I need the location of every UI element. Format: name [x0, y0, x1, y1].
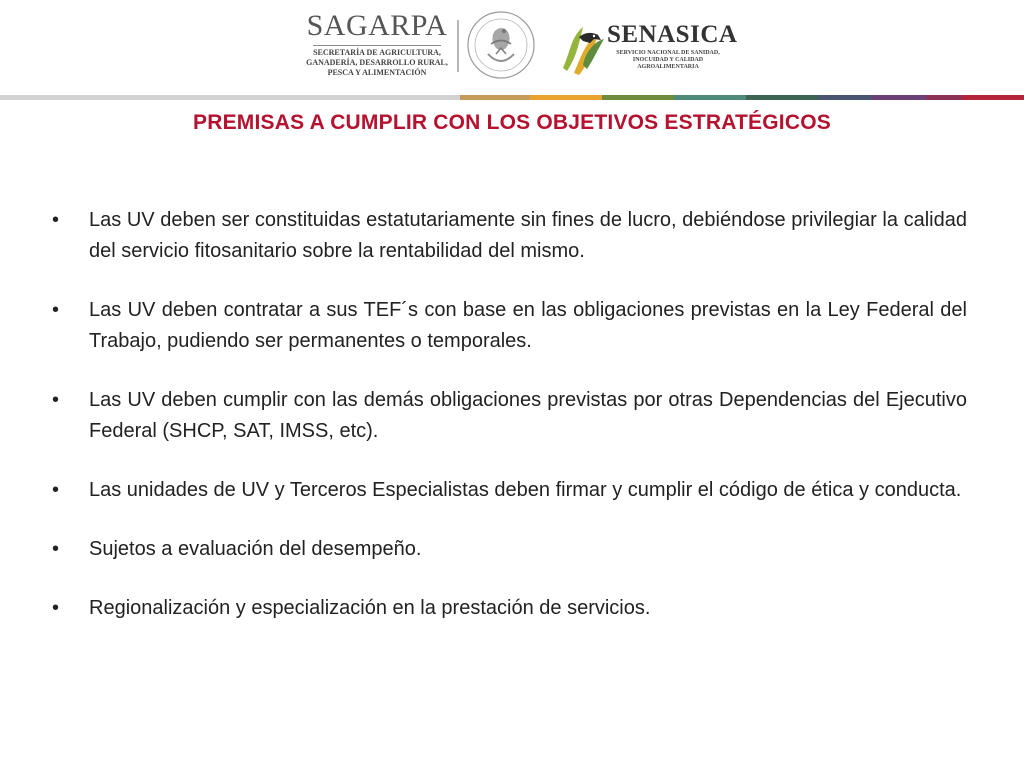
bullet-text: Las UV deben cumplir con las demás obligaciones previstas por otras Dependencias del Ejecutivo Federal (SHCP, SAT, IMSS, etc). [89, 389, 967, 442]
bullet-icon: • [52, 479, 60, 501]
senasica-logo [558, 20, 738, 82]
bullet-item [45, 205, 967, 267]
color-bar-segment-green [602, 95, 674, 100]
color-bar-segment-purple [872, 95, 926, 100]
bullet-item [45, 295, 967, 357]
logo-divider [457, 20, 459, 72]
senasica-name: SENASICA [607, 21, 738, 48]
mexican-coat-of-arms-icon [466, 10, 536, 80]
header-color-bar [0, 95, 1024, 100]
slide-header [0, 0, 1024, 95]
color-bar-segment-plum [926, 95, 962, 100]
senasica-subtitle: SERVICIO NACIONAL DE SANIDAD, INOCUIDAD Y CALIDAD AGROALIMENTARIA [616, 50, 720, 70]
bullet-item [45, 593, 967, 624]
bullet-list [45, 205, 967, 652]
bullet-text: Las UV deben contratar a sus TEF´s con base en las obligaciones previstas en la Ley Federal del Trabajo, pudiendo ser permanentes o temporales. [89, 299, 967, 352]
color-bar-segment-tan [460, 95, 530, 100]
bullet-icon: • [52, 389, 60, 411]
bullet-text: Sujetos a evaluación del desempeño. [89, 538, 422, 560]
bullet-item [45, 475, 967, 506]
sagarpa-name: SAGARPA [306, 9, 448, 42]
color-bar-segment-gray [0, 95, 460, 100]
color-bar-segment-dark-green [746, 95, 818, 100]
bullet-icon: • [52, 538, 60, 560]
sagarpa-logo [303, 10, 451, 86]
bullet-icon: • [52, 209, 60, 231]
bullet-item [45, 534, 967, 565]
bullet-text: Regionalización y especialización en la prestación de servicios. [89, 597, 651, 619]
color-bar-segment-gold [530, 95, 602, 100]
sagarpa-rule [313, 45, 441, 46]
bullet-text: Las UV deben ser constituidas estatutariamente sin fines de lucro, debiéndose privilegiar la calidad del servicio fitosanitario sobre la rentabilidad del mismo. [89, 209, 967, 262]
bullet-text: Las unidades de UV y Terceros Especialistas deben firmar y cumplir el código de ética y conducta. [89, 479, 962, 501]
bullet-icon: • [52, 299, 60, 321]
color-bar-segment-slate [818, 95, 872, 100]
sagarpa-subtitle: SECRETARÍA DE AGRICULTURA, GANADERÍA, DESARROLLO RURAL, PESCA Y ALIMENTACIÓN [306, 48, 448, 77]
color-bar-segment-teal [674, 95, 746, 100]
color-bar-segment-red [962, 95, 1024, 100]
slide-title: PREMISAS A CUMPLIR CON LOS OBJETIVOS ESTRATÉGICOS [193, 111, 831, 134]
bullet-item [45, 385, 967, 447]
senasica-emblem-icon [558, 20, 606, 78]
bullet-icon: • [52, 597, 60, 619]
